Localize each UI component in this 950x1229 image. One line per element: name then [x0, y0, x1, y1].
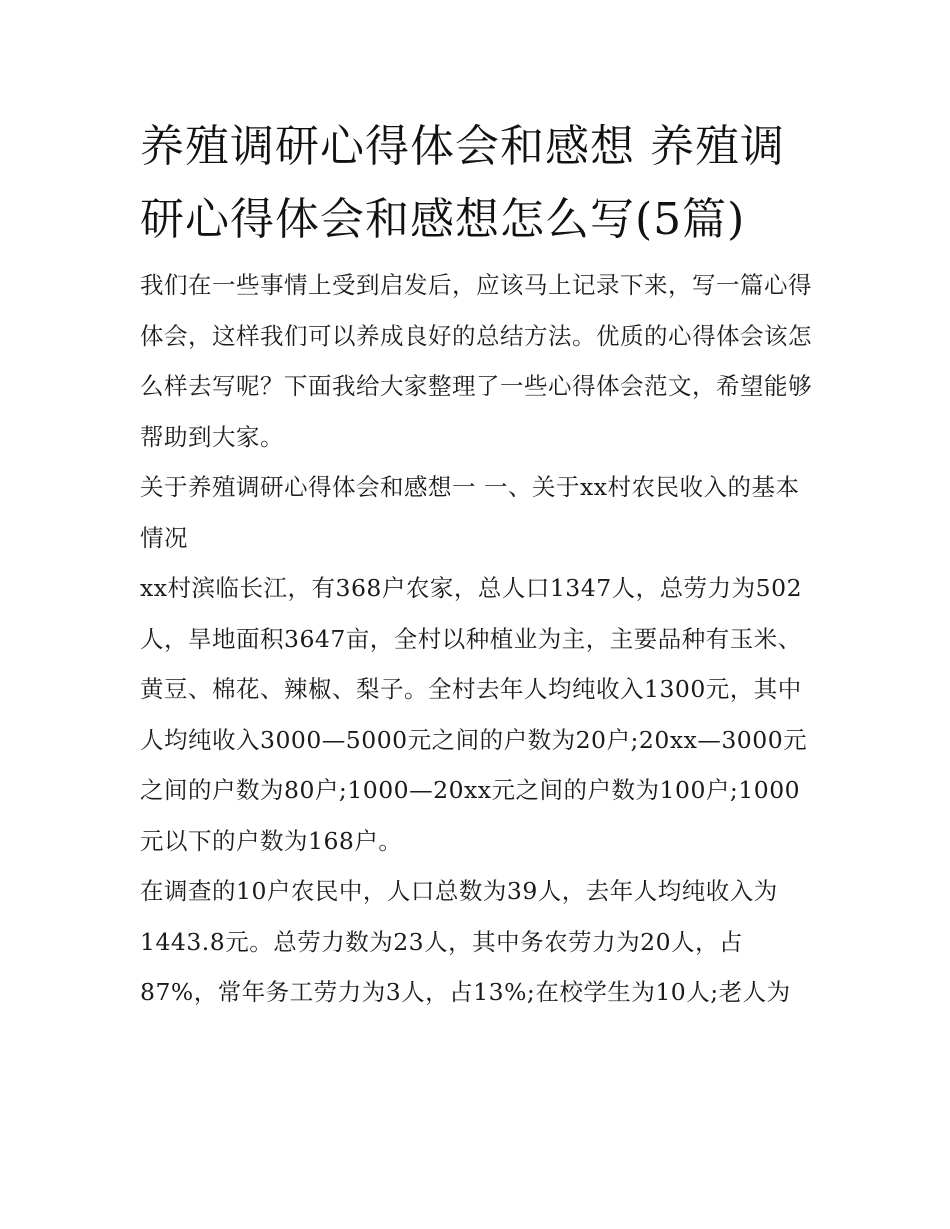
paragraph-village-overview: xx村滨临长江，有368户农家，总人口1347人，总劳力为502人，旱地面积3647亩，全村以种植业为主，主要品种有玉米、黄豆、棉花、辣椒、梨子。全村去年人均纯收入1300元，其中人均纯收入3000—5000元之间的户数为20户;20xx—3000元之间的户数为80户;1000—20xx元之间的户数为100户;1000元以下的户数为168户。: [140, 574, 808, 855]
paragraph-survey-households: 在调查的10户农民中，人口总数为39人，去年人均纯收入为1443.8元。总劳力数为23人，其中务农劳力为20人，占87%，常年务工劳力为3人，占13%;在校学生为10人;老人为: [140, 877, 791, 1006]
document-content: [140, 110, 812, 1018]
paragraph-intro: 我们在一些事情上受到启发后，应该马上记录下来，写一篇心得体会，这样我们可以养成良好的总结方法。优质的心得体会该怎么样去写呢？下面我给大家整理了一些心得体会范文，希望能够帮助到大家。: [140, 271, 812, 451]
paragraph-section-heading: 关于养殖调研心得体会和感想一 一、关于xx村农民收入的基本情况: [140, 473, 800, 552]
document-body: [140, 260, 812, 1018]
document-title: 养殖调研心得体会和感想 养殖调研心得体会和感想怎么写(5篇): [140, 121, 785, 245]
